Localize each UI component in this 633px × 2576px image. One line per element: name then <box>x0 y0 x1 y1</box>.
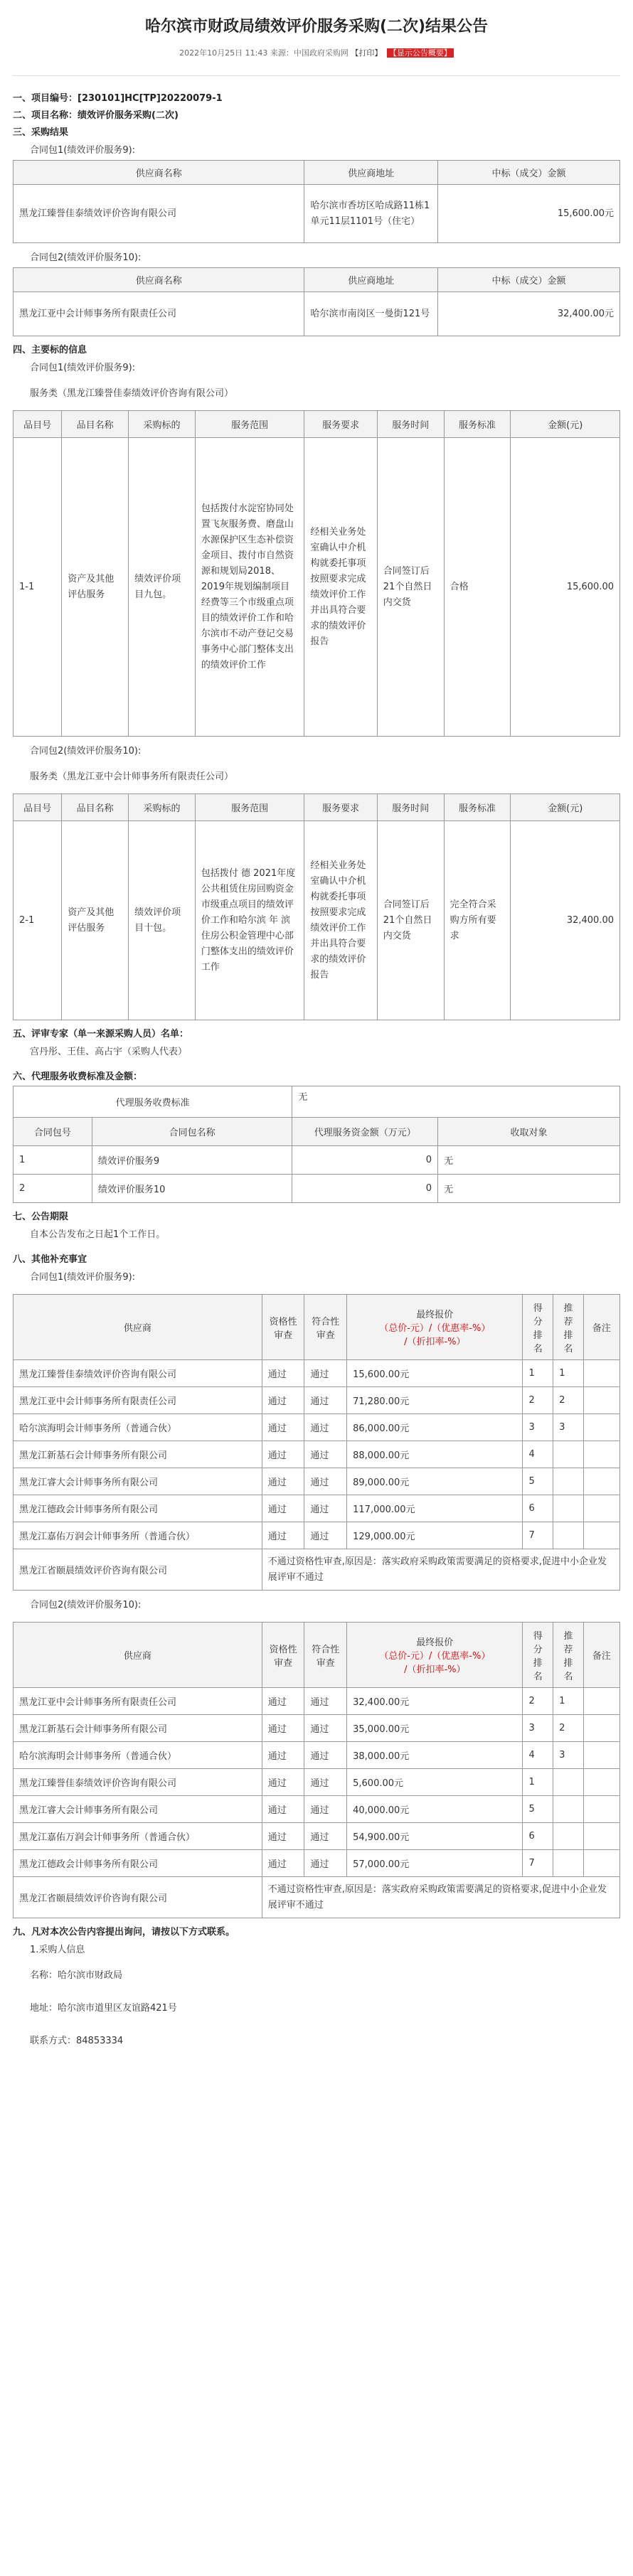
sec8-pkg1-label: 合同包1(绩效评价服务9): <box>30 1272 136 1283</box>
expert-names: 宫丹彤、王佳、高占宇（采购人代表） <box>30 1047 188 1057</box>
standard: 合格 <box>444 438 511 737</box>
header-package-no: 合同包号 <box>14 1118 92 1146</box>
header-vendor: 供应商 <box>14 1623 262 1688</box>
vendor-name: 黑龙江省颐晨绩效评价咨询有限公司 <box>14 1877 262 1918</box>
score-rank: 7 <box>523 1522 553 1549</box>
compliance-result: 通过 <box>304 1796 347 1823</box>
header-time: 服务时间 <box>377 794 444 821</box>
header-amount: 中标（成交）金额 <box>438 161 620 185</box>
price-title: 最终报价 <box>416 1310 454 1320</box>
score-rank: 5 <box>523 1468 553 1495</box>
compliance-result: 通过 <box>304 1850 347 1877</box>
score-rank: 1 <box>523 1769 553 1796</box>
header-amount: 金额(元) <box>511 794 620 821</box>
header-scope: 服务范围 <box>195 794 304 821</box>
vendor-name: 黑龙江亚中会计师事务所有限责任公司 <box>14 1387 262 1414</box>
header-final-price <box>347 1623 523 1688</box>
header-fee-amount: 代理服务资金额（万元） <box>292 1118 438 1146</box>
note <box>583 1688 619 1715</box>
recommend-rank <box>553 1796 584 1823</box>
recommend-rank: 2 <box>553 1715 584 1742</box>
vendor-name: 黑龙江新基石会计师事务所有限公司 <box>14 1441 262 1468</box>
sec4-pkg2-label: 合同包2(绩效评价服务10): <box>30 746 142 757</box>
table-row <box>14 1877 620 1918</box>
table-row <box>14 292 620 336</box>
sec8-pkg2-label: 合同包2(绩效评价服务10): <box>30 1600 142 1610</box>
note <box>583 1468 619 1495</box>
amount: 15,600.00 <box>511 438 620 737</box>
final-price: 35,000.00元 <box>347 1715 523 1742</box>
score-rank: 3 <box>523 1715 553 1742</box>
qualification-result: 通过 <box>262 1715 304 1742</box>
section6-heading: 六、代理服务收费标准及金额： <box>13 1071 143 1082</box>
table-row <box>14 1769 620 1796</box>
header-requirement: 服务要求 <box>304 794 377 821</box>
header-compliance: 符合性审查 <box>304 1623 347 1688</box>
vendor-address: 哈尔滨市香坊区哈成路11栋1单元11层1101号（住宅） <box>304 185 438 243</box>
table-row <box>14 1441 620 1468</box>
recommend-rank <box>553 1769 584 1796</box>
pkg2-result-table <box>13 267 620 336</box>
note <box>583 1742 619 1769</box>
score-rank: 2 <box>523 1688 553 1715</box>
recommend-rank: 1 <box>553 1360 584 1387</box>
purchaser-heading: 1.采购人信息 <box>30 1945 85 1955</box>
recommend-rank: 2 <box>553 1387 584 1414</box>
table-row <box>14 1823 620 1850</box>
price-sub1: （总价-元）/（优惠率-%） <box>379 1323 491 1334</box>
qualification-result: 通过 <box>262 1414 304 1441</box>
vendor-name: 哈尔滨海明会计师事务所（普通合伙） <box>14 1414 262 1441</box>
score-rank: 6 <box>523 1495 553 1522</box>
table-row <box>14 1549 620 1591</box>
price-sub2: /（折扣率-%） <box>404 1337 466 1347</box>
vendor-name: 黑龙江臻誉佳泰绩效评价咨询有限公司 <box>14 1360 262 1387</box>
header-amount: 中标（成交）金额 <box>438 268 620 292</box>
package-no: 2 <box>14 1175 92 1203</box>
final-price: 32,400.00元 <box>347 1688 523 1715</box>
note <box>583 1387 619 1414</box>
header-requirement: 服务要求 <box>304 411 377 438</box>
table-row <box>14 1522 620 1549</box>
qualification-result: 通过 <box>262 1796 304 1823</box>
header-recommend-rank: 推荐排名 <box>553 1623 584 1688</box>
qualification-result: 通过 <box>262 1387 304 1414</box>
header-score-rank: 得分排名 <box>523 1623 553 1688</box>
note <box>583 1769 619 1796</box>
notice-title: 哈尔滨市财政局绩效评价服务采购(二次)结果公告 <box>144 18 489 36</box>
qualification-result: 通过 <box>262 1360 304 1387</box>
payer: 无 <box>438 1175 620 1203</box>
table-row <box>14 1715 620 1742</box>
fee-standard-value: 无 <box>292 1086 620 1118</box>
vendor-name: 黑龙江睿大会计师事务所有限公司 <box>14 1796 262 1823</box>
final-price: 54,900.00元 <box>347 1823 523 1850</box>
vendor-name: 黑龙江亚中会计师事务所有限责任公司 <box>14 292 304 336</box>
qualification-result: 通过 <box>262 1850 304 1877</box>
compliance-result: 通过 <box>304 1387 347 1414</box>
vendor-name: 黑龙江嘉佑万润会计师事务所（普通合伙） <box>14 1823 262 1850</box>
final-price: 88,000.00元 <box>347 1441 523 1468</box>
header-final-price <box>347 1295 523 1360</box>
final-price: 15,600.00元 <box>347 1360 523 1387</box>
qualification-result: 通过 <box>262 1522 304 1549</box>
compliance-result: 通过 <box>304 1688 347 1715</box>
score-rank: 4 <box>523 1742 553 1769</box>
header-payer: 收取对象 <box>438 1118 620 1146</box>
section5-heading: 五、评审专家（单一来源采购人员）名单： <box>13 1029 189 1040</box>
header-standard: 服务标准 <box>444 411 511 438</box>
purchaser-name: 名称：哈尔滨市财政局 <box>30 1970 123 1981</box>
score-rank: 2 <box>523 1387 553 1414</box>
payer: 无 <box>438 1146 620 1175</box>
note <box>583 1715 619 1742</box>
note <box>583 1823 619 1850</box>
header-recommend-rank: 推荐排名 <box>553 1295 584 1360</box>
compliance-result: 通过 <box>304 1414 347 1441</box>
purchaser-address: 地址：哈尔滨市道里区友谊路421号 <box>30 2003 177 2014</box>
final-price: 86,000.00元 <box>347 1414 523 1441</box>
vendor-address: 哈尔滨市南岗区一曼街121号 <box>304 292 438 336</box>
price-sub2: /（折扣率-%） <box>404 1664 466 1675</box>
final-price: 89,000.00元 <box>347 1468 523 1495</box>
project-number: 一、项目编号：[230101]HC[TP]20220079-1 <box>13 93 223 104</box>
fee-amount: 0 <box>292 1146 438 1175</box>
qualification-result: 通过 <box>262 1441 304 1468</box>
table-row <box>14 1146 620 1175</box>
section7-heading: 七、公告期限 <box>13 1212 69 1222</box>
pkg1-label: 合同包1(绩效评价服务9): <box>30 145 136 156</box>
pkg1-review-table <box>13 1294 620 1591</box>
print-link[interactable]: 【打印】 <box>351 48 383 58</box>
final-price: 40,000.00元 <box>347 1796 523 1823</box>
header-target: 采购标的 <box>129 411 196 438</box>
score-rank: 7 <box>523 1850 553 1877</box>
requirement: 经相关业务处室确认中介机构就委托事项按照要求完成绩效评价工作并出具符合要求的绩效评价报告 <box>304 821 377 1020</box>
requirement: 经相关业务处室确认中介机构就委托事项按照要求完成绩效评价工作并出具符合要求的绩效评价报告 <box>304 438 377 737</box>
recommend-rank <box>553 1823 584 1850</box>
sec4-pkg1-label: 合同包1(绩效评价服务9): <box>30 363 136 373</box>
note <box>583 1850 619 1877</box>
qualification-result: 通过 <box>262 1742 304 1769</box>
compliance-result: 通过 <box>304 1769 347 1796</box>
compliance-result: 通过 <box>304 1468 347 1495</box>
final-price: 5,600.00元 <box>347 1769 523 1796</box>
header-note: 备注 <box>583 1295 619 1360</box>
table-row <box>14 1742 620 1769</box>
table-row <box>14 1495 620 1522</box>
target: 绩效评价项目九包。 <box>129 438 196 737</box>
compliance-result: 通过 <box>304 1742 347 1769</box>
qualification-result: 通过 <box>262 1495 304 1522</box>
qualification-result: 通过 <box>262 1823 304 1850</box>
table-row <box>14 1688 620 1715</box>
header-score-rank: 得分排名 <box>523 1295 553 1360</box>
award-amount: 32,400.00元 <box>438 292 620 336</box>
recommend-rank: 3 <box>553 1414 584 1441</box>
compliance-result: 通过 <box>304 1495 347 1522</box>
header-package-name: 合同包名称 <box>92 1118 292 1146</box>
source-text: 来源：中国政府采购网 <box>270 48 349 58</box>
vendor-name: 黑龙江臻誉佳泰绩效评价咨询有限公司 <box>14 185 304 243</box>
target: 绩效评价项目十包。 <box>129 821 196 1020</box>
table-row <box>14 1414 620 1441</box>
sec4-pkg1-vendor: 服务类（黑龙江臻誉佳泰绩效评价咨询有限公司） <box>30 388 234 399</box>
final-price: 71,280.00元 <box>347 1387 523 1414</box>
sec4-pkg2-vendor: 服务类（黑龙江亚中会计师事务所有限责任公司） <box>30 771 234 782</box>
divider <box>13 75 620 76</box>
standard: 完全符合采购方所有要求 <box>444 821 511 1020</box>
publish-date: 2022年10月25日 11:43 <box>179 48 268 58</box>
vendor-name: 黑龙江睿大会计师事务所有限公司 <box>14 1468 262 1495</box>
summary-badge[interactable]: 【显示公告概要】 <box>387 48 454 58</box>
header-compliance: 符合性审查 <box>304 1295 347 1360</box>
table-row <box>14 185 620 243</box>
pkg1-review-body <box>14 1360 620 1549</box>
recommend-rank <box>553 1468 584 1495</box>
recommend-rank <box>553 1441 584 1468</box>
final-price: 129,000.00元 <box>347 1522 523 1549</box>
fee-standard-label: 代理服务收费标准 <box>14 1086 292 1118</box>
pkg2-label: 合同包2(绩效评价服务10): <box>30 252 142 263</box>
header-note: 备注 <box>583 1623 619 1688</box>
table-row <box>14 1175 620 1203</box>
pkg1-result-table <box>13 160 620 243</box>
scope: 包括拨付 德 2021年度公共租赁住房回购资金市级重点项目的绩效评价工作和哈尔滨 年 滨住房公积金管理中心部门整体支出的绩效评价工作 <box>195 821 304 1020</box>
score-rank: 6 <box>523 1823 553 1850</box>
header-address: 供应商地址 <box>304 161 438 185</box>
item-name: 资产及其他评估服务 <box>62 821 129 1020</box>
price-title: 最终报价 <box>416 1637 454 1648</box>
vendor-name: 黑龙江德政会计师事务所有限公司 <box>14 1495 262 1522</box>
final-price: 117,000.00元 <box>347 1495 523 1522</box>
header-item-name: 品目名称 <box>62 411 129 438</box>
recommend-rank <box>553 1522 584 1549</box>
table-row <box>14 1360 620 1387</box>
table-row <box>14 1468 620 1495</box>
pkg2-review-table <box>13 1622 620 1918</box>
note <box>583 1441 619 1468</box>
table-row <box>14 821 620 1020</box>
item-no: 2-1 <box>14 821 62 1020</box>
note <box>583 1414 619 1441</box>
pkg1-detail-table <box>13 410 620 737</box>
header-amount: 金额(元) <box>511 411 620 438</box>
fail-reason: 不通过资格性审查,原因是：落实政府采购政策需要满足的资格要求,促进中小企业发展评审不通过 <box>262 1877 619 1918</box>
scope: 包括拨付水淀窑协同处置飞灰服务费、磨盘山水源保护区生态补偿资金项目、拨付市自然资源和规划局2018、2019年规划编制项目经费等三个市级重点项目的绩效评价工作和哈尔滨市不动产登记交易事务中心部门整体支出的绩效评价工作 <box>195 438 304 737</box>
header-vendor: 供应商名称 <box>14 161 304 185</box>
header-standard: 服务标准 <box>444 794 511 821</box>
recommend-rank <box>553 1850 584 1877</box>
fail-reason: 不通过资格性审查,原因是：落实政府采购政策需要满足的资格要求,促进中小企业发展评审不通过 <box>262 1549 619 1591</box>
final-price: 38,000.00元 <box>347 1742 523 1769</box>
recommend-rank <box>553 1495 584 1522</box>
qualification-result: 通过 <box>262 1688 304 1715</box>
fee-amount: 0 <box>292 1175 438 1203</box>
vendor-name: 黑龙江嘉佑万润会计师事务所（普通合伙） <box>14 1522 262 1549</box>
section9-heading: 九、凡对本次公告内容提出询问，请按以下方式联系。 <box>13 1927 235 1938</box>
score-rank: 4 <box>523 1441 553 1468</box>
note <box>583 1796 619 1823</box>
header-item-name: 品目名称 <box>62 794 129 821</box>
compliance-result: 通过 <box>304 1441 347 1468</box>
header-time: 服务时间 <box>377 411 444 438</box>
price-sub1: （总价-元）/（优惠率-%） <box>379 1651 491 1662</box>
package-name: 绩效评价服务10 <box>92 1175 292 1203</box>
header-item-no: 品目号 <box>14 794 62 821</box>
purchaser-phone: 联系方式：84853334 <box>30 2036 124 2046</box>
compliance-result: 通过 <box>304 1823 347 1850</box>
vendor-name: 黑龙江省颐晨绩效评价咨询有限公司 <box>14 1549 262 1591</box>
header-qualification: 资格性审查 <box>262 1623 304 1688</box>
vendor-name: 黑龙江新基石会计师事务所有限公司 <box>14 1715 262 1742</box>
service-time: 合同签订后21个自然日内交货 <box>377 438 444 737</box>
recommend-rank: 3 <box>553 1742 584 1769</box>
award-amount: 15,600.00元 <box>438 185 620 243</box>
table-row <box>14 1850 620 1877</box>
score-rank: 3 <box>523 1414 553 1441</box>
vendor-name: 黑龙江臻誉佳泰绩效评价咨询有限公司 <box>14 1769 262 1796</box>
qualification-result: 通过 <box>262 1769 304 1796</box>
score-rank: 1 <box>523 1360 553 1387</box>
service-time: 合同签订后21个自然日内交货 <box>377 821 444 1020</box>
amount: 32,400.00 <box>511 821 620 1020</box>
vendor-name: 黑龙江德政会计师事务所有限公司 <box>14 1850 262 1877</box>
package-name: 绩效评价服务9 <box>92 1146 292 1175</box>
agency-fee-table <box>13 1086 620 1203</box>
score-rank: 5 <box>523 1796 553 1823</box>
vendor-name: 黑龙江亚中会计师事务所有限责任公司 <box>14 1688 262 1715</box>
vendor-name: 哈尔滨海明会计师事务所（普通合伙） <box>14 1742 262 1769</box>
header-vendor: 供应商名称 <box>14 268 304 292</box>
project-name: 二、项目名称：绩效评价服务采购(二次) <box>13 110 179 121</box>
note <box>583 1360 619 1387</box>
compliance-result: 通过 <box>304 1715 347 1742</box>
header-scope: 服务范围 <box>195 411 304 438</box>
table-row <box>14 1387 620 1414</box>
recommend-rank: 1 <box>553 1688 584 1715</box>
compliance-result: 通过 <box>304 1522 347 1549</box>
note <box>583 1522 619 1549</box>
header-vendor: 供应商 <box>14 1295 262 1360</box>
table-row <box>14 438 620 737</box>
notice-meta <box>13 47 620 65</box>
package-no: 1 <box>14 1146 92 1175</box>
pkg2-review-body <box>14 1688 620 1877</box>
qualification-result: 通过 <box>262 1468 304 1495</box>
header-address: 供应商地址 <box>304 268 438 292</box>
section8-heading: 八、其他补充事宜 <box>13 1254 87 1265</box>
header-target: 采购标的 <box>129 794 196 821</box>
table-row <box>14 1796 620 1823</box>
final-price: 57,000.00元 <box>347 1850 523 1877</box>
pkg2-detail-table <box>13 793 620 1020</box>
item-name: 资产及其他评估服务 <box>62 438 129 737</box>
header-qualification: 资格性审查 <box>262 1295 304 1360</box>
section4-heading: 四、主要标的信息 <box>13 345 87 356</box>
notice-period: 自本公告发布之日起1个工作日。 <box>30 1229 166 1240</box>
result-heading: 三、采购结果 <box>13 127 69 138</box>
header-item-no: 品目号 <box>14 411 62 438</box>
note <box>583 1495 619 1522</box>
compliance-result: 通过 <box>304 1360 347 1387</box>
item-no: 1-1 <box>14 438 62 737</box>
